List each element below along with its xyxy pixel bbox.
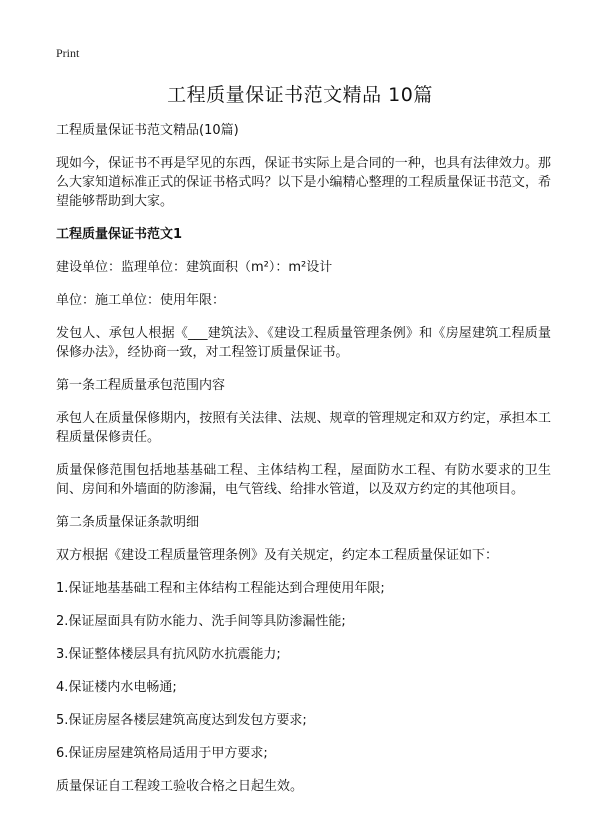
units-line: 建设单位：监理单位：建筑面积（m²）：m²设计 bbox=[56, 260, 333, 275]
article-2-title: 第二条质量保证条款明细 bbox=[56, 515, 200, 530]
print-link[interactable]: Print bbox=[56, 46, 80, 60]
units-line-2: 单位：施工单位：使用年限： bbox=[56, 293, 226, 308]
intro-paragraph: 现如今，保证书不再是罕见的东西，保证书实际上是合同的一种，也具有法律效力。那么大家知道标准正式的保证书格式吗？以下是小编精心整理的工程质量保证书范文，希望能够帮助到大家。 bbox=[56, 156, 551, 209]
article-1-paragraph-2: 质量保修范围包括地基基础工程、主体结构工程，屋面防水工程、有防水要求的卫生间、房间和外墙面的防渗漏，电气管线、给排水管道，以及双方约定的其他项目。 bbox=[56, 463, 551, 497]
document-body bbox=[56, 121, 551, 810]
section-heading: 工程质量保证书范文1 bbox=[56, 227, 183, 242]
article-2-intro: 双方根据《建设工程质量管理条例》及有关规定，约定本工程质量保证如下： bbox=[56, 548, 499, 563]
article-1-paragraph-1: 承包人在质量保修期内，按照有关法律、法规、规章的管理规定和双方约定，承担本工程质量保修责任。 bbox=[56, 411, 551, 445]
list-item: 3.保证整体楼层具有抗风防水抗震能力; bbox=[56, 647, 281, 662]
list-item: 5.保证房屋各楼层建筑高度达到发包方要求; bbox=[56, 713, 307, 728]
closing-paragraph: 质量保证自工程竣工验收合格之日起生效。 bbox=[56, 779, 304, 794]
list-item: 2.保证屋面具有防水能力、洗手间等具防渗漏性能; bbox=[56, 614, 346, 629]
list-item: 6.保证房屋建筑格局适用于甲方要求; bbox=[56, 746, 268, 761]
document-subtitle: 工程质量保证书范文精品(10篇) bbox=[56, 123, 239, 138]
list-item: 1.保证地基基础工程和主体结构工程能达到合理使用年限; bbox=[56, 581, 385, 596]
list-item: 4.保证楼内水电畅通; bbox=[56, 680, 177, 695]
article-1-title: 第一条工程质量承包范围内容 bbox=[56, 378, 226, 393]
parties-paragraph: 发包人、承包人根据《___建筑法》、《建设工程质量管理条例》和《房屋建筑工程质量保修办法》，经协商一致，对工程签订质量保证书。 bbox=[56, 326, 551, 360]
page-title: 工程质量保证书范文精品 10篇 bbox=[167, 84, 433, 106]
